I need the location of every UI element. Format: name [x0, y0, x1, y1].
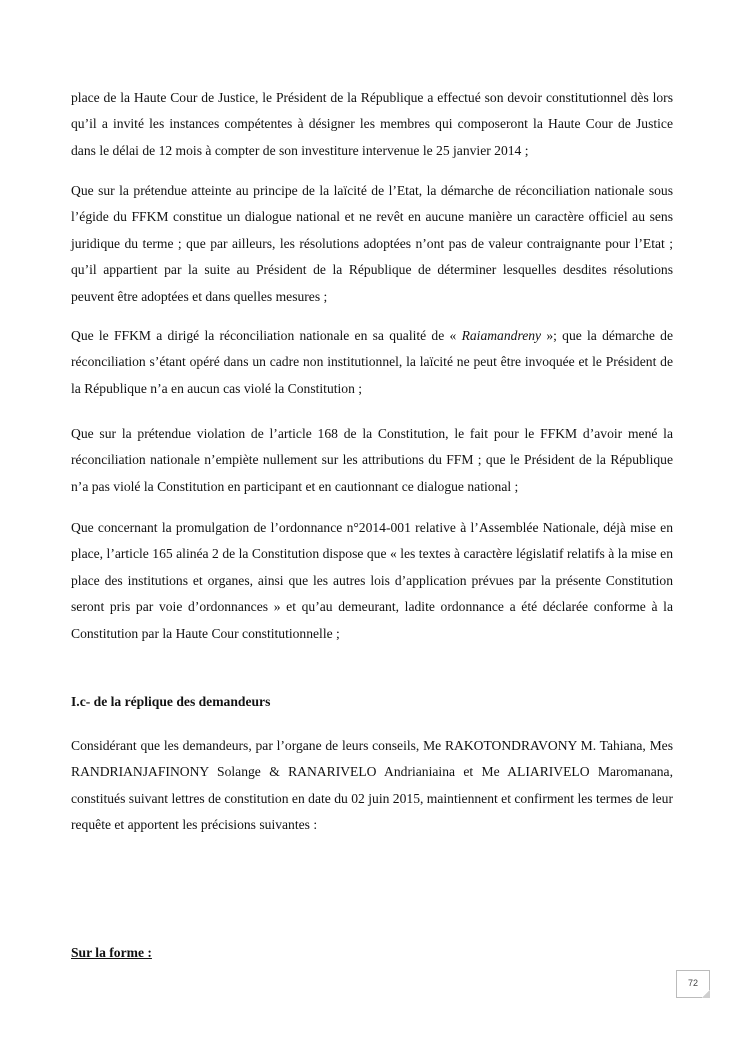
paragraph-part: »; que la démarche de réconciliation s’étant opéré dans un cadre non institutionnel, la laïcité ne peut être invoquée et le Président de la République n’a en aucun cas violé la Constitution ; [71, 328, 673, 396]
paragraph-ordonnance: Que concernant la promulgation de l’ordonnance n°2014-001 relative à l’Assemblée Nationale, déjà mise en place, l’article 165 alinéa 2 de la Constitution dispose que « les textes à caractère législatif relatifs à la mise en place des institutions et organes, ainsi que les autres lois d’application prévues par la présente Constitution seront pris par voie d’ordonnances » et qu’au demeurant, ladite ordonnance a été déclarée conforme à la Constitution par la Haute Cour constitutionnelle ; [71, 520, 673, 641]
paragraph-part: Que le FFKM a dirigé la réconciliation nationale en sa qualité de « [71, 328, 462, 343]
paragraph-considerant: Considérant que les demandeurs, par l’organe de leurs conseils, Me RAKOTONDRAVONY M. Tahiana, Mes RANDRIANJAFINONY Solange & RANARIVELO Andrianiaina et Me ALIARIVELO Maromanana, constitués suivant lettres de constitution en date du 02 juin 2015, maintiennent et confirment les termes de leur requête et apportent les précisions suivantes : [71, 738, 673, 833]
section-heading: I.c- de la réplique des demandeurs [71, 694, 271, 709]
page-number: 72 [676, 970, 710, 998]
subheading-sur-la-forme: Sur la forme : [71, 945, 152, 960]
paragraph-haute-cour: place de la Haute Cour de Justice, le Président de la République a effectué son devoir constitutionnel dès lors qu’il a invité les instances compétentes à désigner les membres qui composeront la Haute Cour de Justice dans le délai de 12 mois à compter de son investiture intervenue le 25 janvier 2014 ; [71, 90, 673, 158]
paragraph-laicite: Que sur la prétendue atteinte au principe de la laïcité de l’Etat, la démarche de réconciliation nationale sous l’égide du FFKM constitue un dialogue national et ne revêt en aucune manière un caractère officiel au sens juridique du terme ; que par ailleurs, les résolutions adoptées n’ont pas de valeur contraignante pour l’Etat ; qu’il appartient par la suite au Président de la République de déterminer lesquelles desdites résolutions peuvent être adoptées et dans quelles mesures ; [71, 183, 673, 304]
paragraph-article-168: Que sur la prétendue violation de l’article 168 de la Constitution, le fait pour le FFKM d’avoir mené la réconciliation nationale n’empiète nullement sur les attributions du FFM ; que le Président de la République n’a pas violé la Constitution en participant et en cautionnant ce dialogue national ; [71, 426, 673, 494]
italic-term: Raiamandreny [461, 328, 542, 343]
paragraph-ffkm-raiamandreny [71, 323, 673, 402]
